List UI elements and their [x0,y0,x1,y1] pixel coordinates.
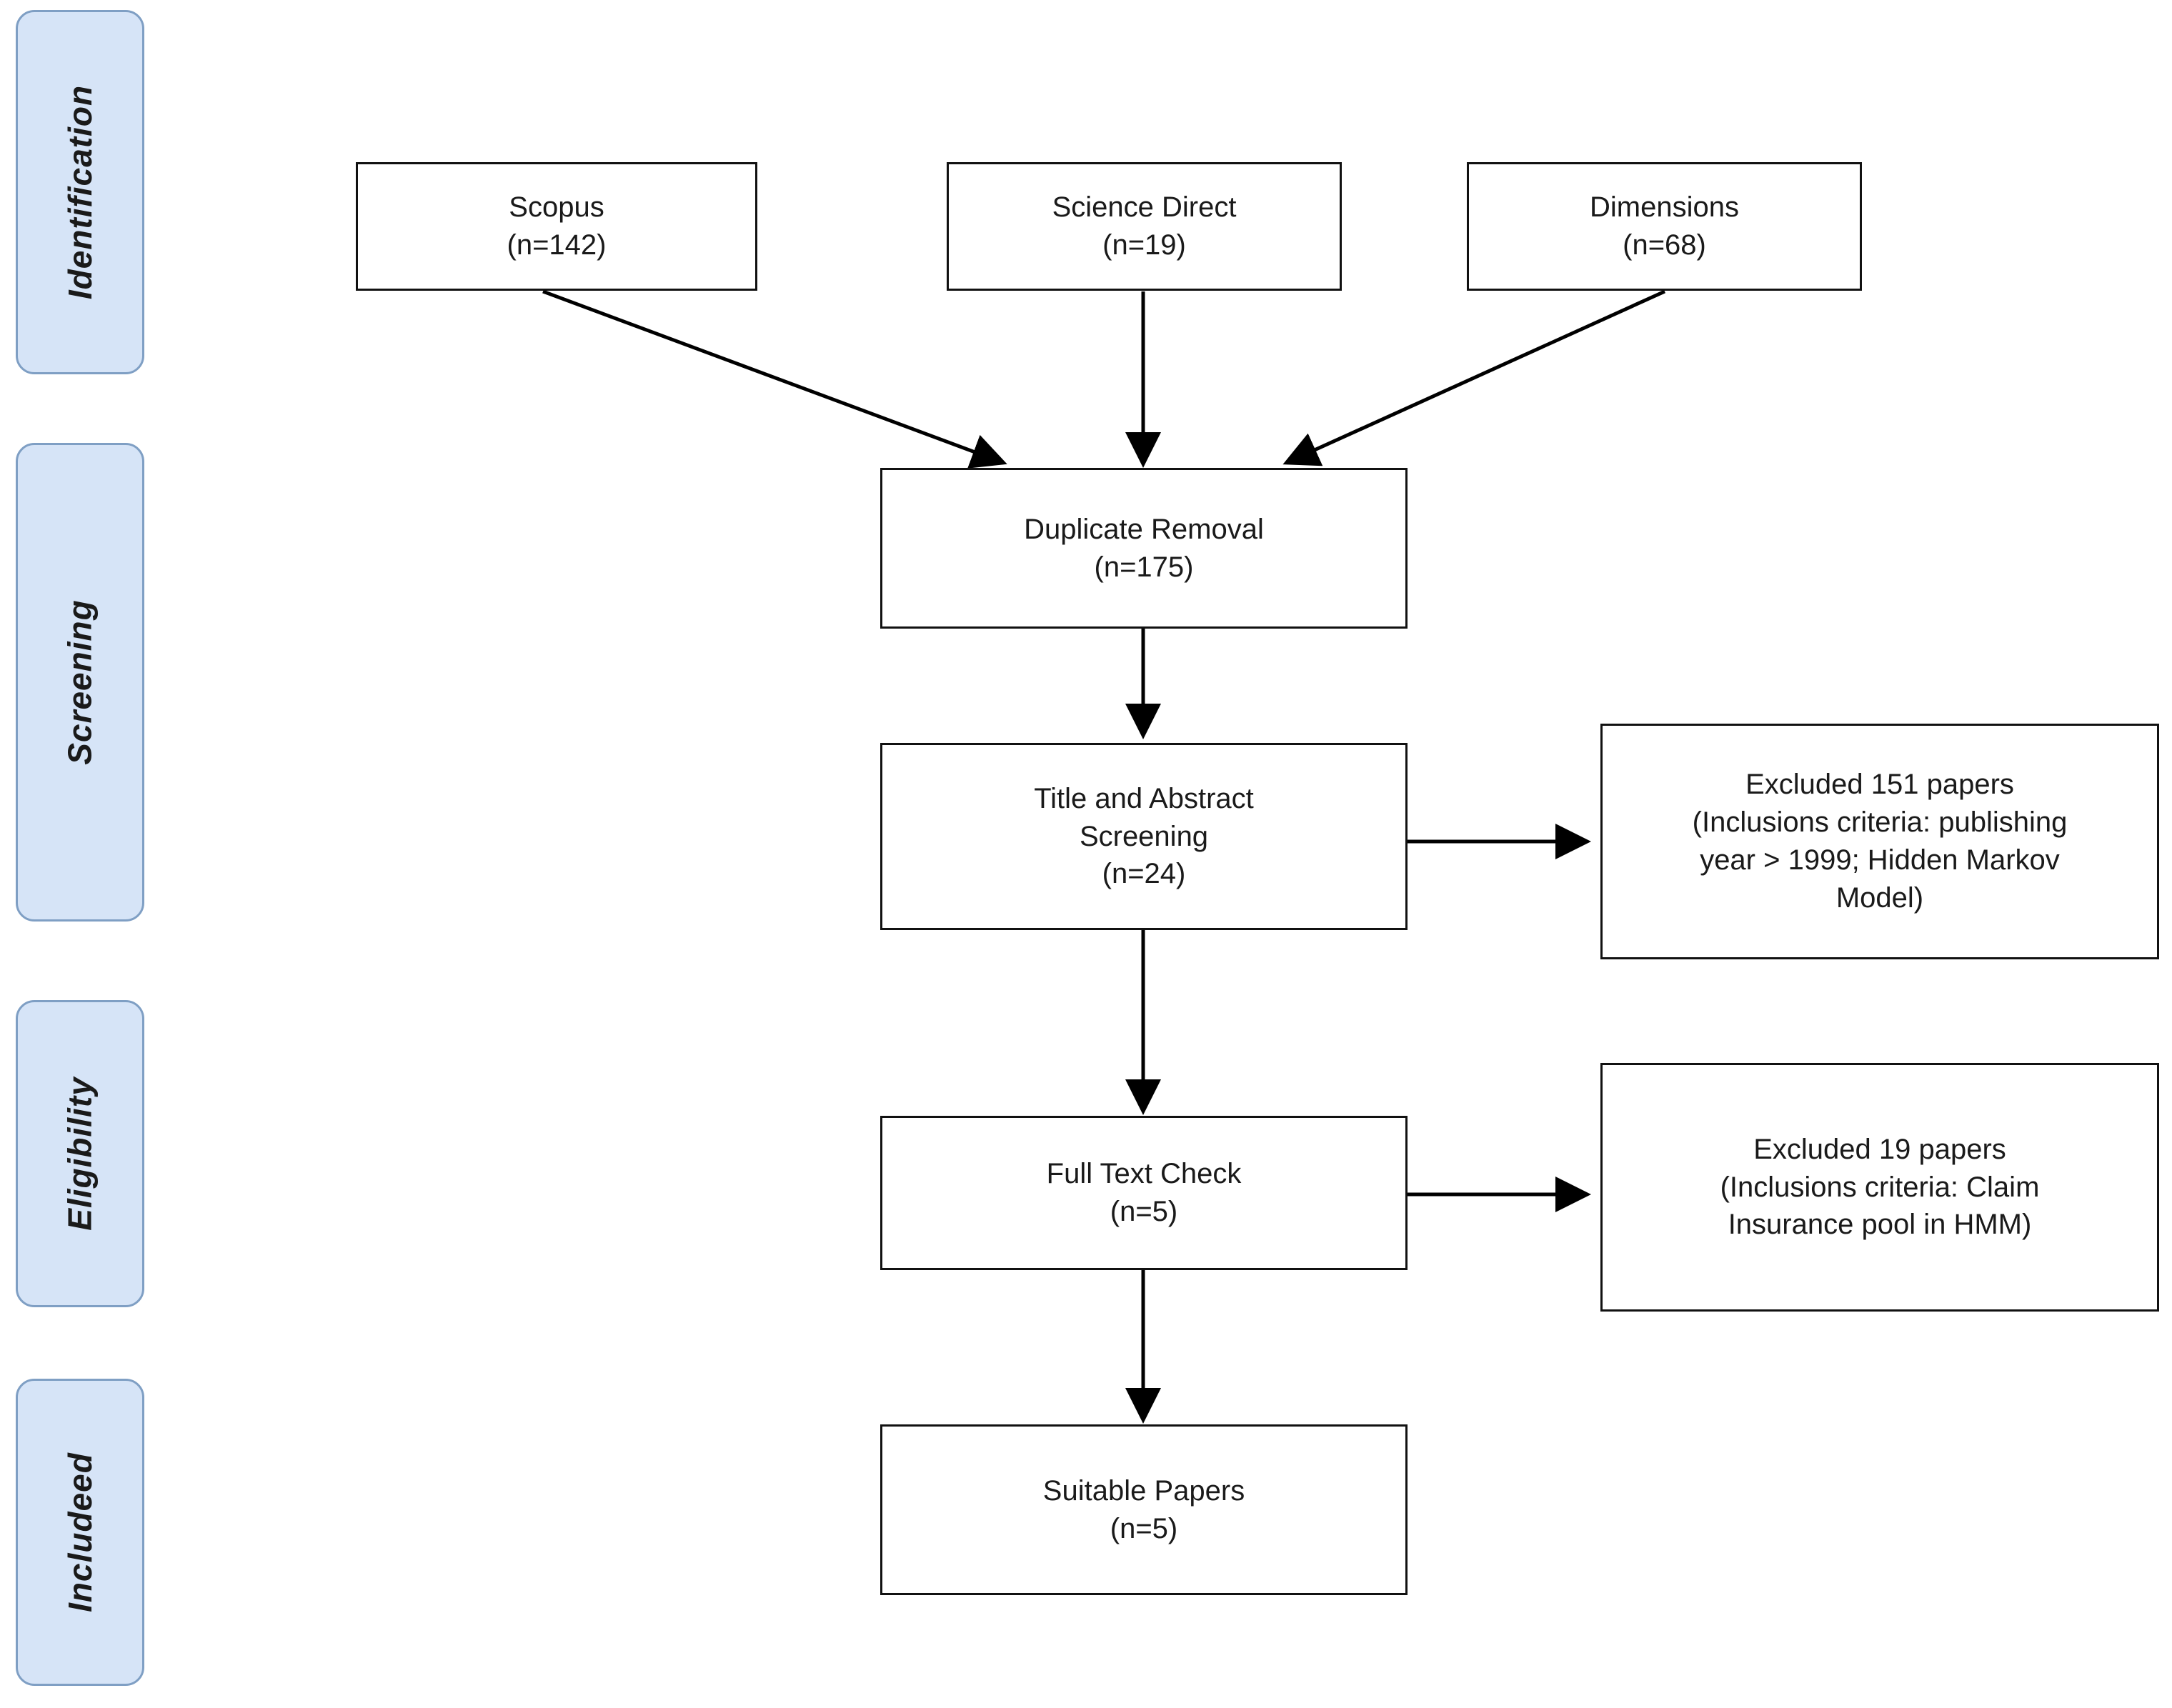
node-title-abstract-screening-line-3: (n=24) [1102,858,1186,890]
node-excluded-19-papers [1600,1063,2159,1312]
node-science-direct [947,162,1342,291]
node-suitable-papers-line-1: Suitable Papers [1042,1474,1245,1507]
stage-label-included [16,1379,144,1686]
node-excluded-19-line-2: (Inclusions criteria: Claim [1720,1171,2040,1203]
node-dimensions-line-2: (n=68) [1623,229,1706,261]
node-excluded-19-line-3: Insurance pool in HMM) [1728,1209,2032,1241]
stage-label-identification-text: Identification [61,84,99,300]
node-suitable-papers-line-2: (n=5) [1110,1512,1178,1544]
node-full-text-check-line-1: Full Text Check [1046,1158,1242,1190]
node-excluded-151-papers [1600,724,2159,959]
node-full-text-check [880,1116,1408,1270]
node-suitable-papers [880,1424,1408,1595]
node-duplicate-removal [880,468,1408,629]
node-science-direct-line-1: Science Direct [1052,191,1237,224]
node-excluded-151-line-1: Excluded 151 papers [1745,769,2014,801]
node-title-abstract-screening [880,743,1408,930]
edge-scopus-to-duplicate [543,291,1004,463]
node-title-abstract-screening-line-1: Title and Abstract [1034,782,1254,814]
stage-label-screening [16,443,144,922]
stage-label-identification [16,10,144,374]
node-scopus-line-2: (n=142) [507,229,607,261]
node-full-text-check-line-2: (n=5) [1110,1196,1178,1227]
stage-label-screening-text: Screening [61,599,99,765]
node-duplicate-removal-line-2: (n=175) [1094,551,1194,583]
node-dimensions-line-1: Dimensions [1590,191,1739,224]
node-duplicate-removal-line-1: Duplicate Removal [1024,513,1264,545]
stage-label-eligibility-text: Eligibility [61,1077,99,1231]
node-excluded-151-line-2: (Inclusions criteria: publishing [1692,806,2068,839]
node-excluded-151-line-3: year > 1999; Hidden Markov [1700,844,2060,876]
node-title-abstract-screening-line-2: Screening [1079,820,1209,852]
edge-dimensions-to-duplicate [1286,291,1665,463]
stage-label-included-text: Includeed [61,1452,99,1612]
stage-label-eligibility [16,1000,144,1307]
node-scopus [356,162,757,291]
node-excluded-19-line-1: Excluded 19 papers [1753,1133,2006,1165]
node-excluded-151-line-4: Model) [1835,882,1924,914]
node-dimensions [1467,162,1862,291]
node-scopus-line-1: Scopus [509,191,604,224]
node-science-direct-line-2: (n=19) [1102,229,1186,261]
